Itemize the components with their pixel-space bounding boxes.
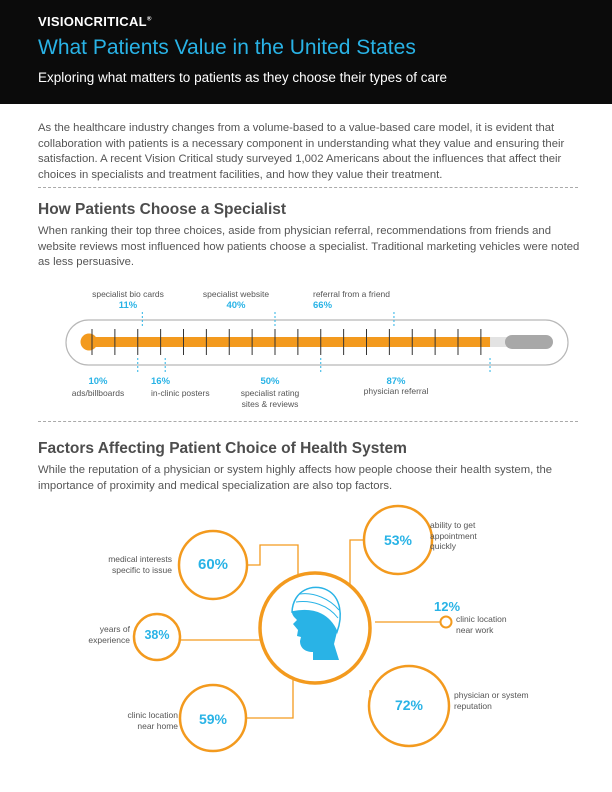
thermometer	[66, 312, 568, 374]
pct-physician-referral: 87%	[386, 376, 406, 387]
factor-label-reputation: physician or system reputation	[454, 690, 529, 711]
label-ads-billboards: ads/billboards	[71, 388, 125, 398]
factor-pct-38: 38%	[144, 628, 170, 642]
pct-bio-cards: 11%	[118, 300, 138, 311]
label-bio-cards: specialist bio cards	[92, 289, 164, 299]
page-title: What Patients Value in the United States	[38, 36, 416, 59]
brand-logo: VISIONCRITICAL®	[38, 14, 152, 29]
factor-pct-53: 53%	[383, 532, 413, 548]
pct-specialist-website: 40%	[226, 300, 246, 311]
factor-pct-72: 72%	[394, 697, 424, 713]
factor-label-appointment: ability to get appointment quickly	[430, 520, 477, 551]
label-referral-friend: referral from a friend	[313, 289, 390, 299]
page-subtitle: Exploring what matters to patients as they choose their types of care	[38, 70, 447, 85]
factor-label-years-experience: years of experience	[88, 624, 130, 645]
factor-pct-60: 60%	[197, 556, 229, 573]
specialist-heading: How Patients Choose a Specialist	[38, 201, 287, 218]
label-rating-sites: specialist rating sites & reviews	[240, 388, 300, 409]
thermometer-fill-bar	[92, 337, 490, 347]
label-physician-referral: physician referral	[363, 386, 429, 396]
section-divider	[38, 421, 578, 422]
factor-circle-12	[441, 617, 452, 628]
health-system-heading: Factors Affecting Patient Choice of Health System	[38, 440, 407, 457]
factor-pct-59: 59%	[198, 711, 228, 727]
pct-rating-sites: 50%	[260, 376, 280, 387]
label-specialist-website: specialist website	[202, 289, 270, 299]
factor-label-near-home: clinic location near home	[127, 710, 178, 731]
specialist-description: When ranking their top three choices, aside from physician referral, recommendations from friends and website reviews most influenced how patients choose a specialist. Traditional marketing vehicles were noted as less persuasive.	[38, 225, 580, 269]
factor-label-near-work: clinic location near work	[456, 614, 507, 635]
pct-referral-friend: 66%	[313, 300, 333, 311]
factor-pct-12: 12%	[434, 599, 461, 614]
thermometer-bulb	[81, 334, 98, 351]
health-system-description: While the reputation of a physician or system highly affects how people choose their health system, the importance of proximity and medical specialization are also top factors.	[38, 464, 553, 492]
intro-paragraph: As the healthcare industry changes from a volume-based to a value-based care model, it is evident that collaboration with patients is a necessary component in understanding what they value and ensuring their satisfaction. A recent Vision Critical study surveyed 1,002 Americans about the influences that affect their choices in specialists and treatment facilities, and how they value their treatment.	[38, 122, 565, 181]
pct-ads-billboards: 10%	[88, 376, 108, 387]
label-in-clinic-posters: in-clinic posters	[151, 388, 210, 398]
pct-in-clinic-posters: 16%	[151, 376, 171, 387]
factor-label-medical-interests: medical interests specific to issue	[108, 554, 172, 575]
